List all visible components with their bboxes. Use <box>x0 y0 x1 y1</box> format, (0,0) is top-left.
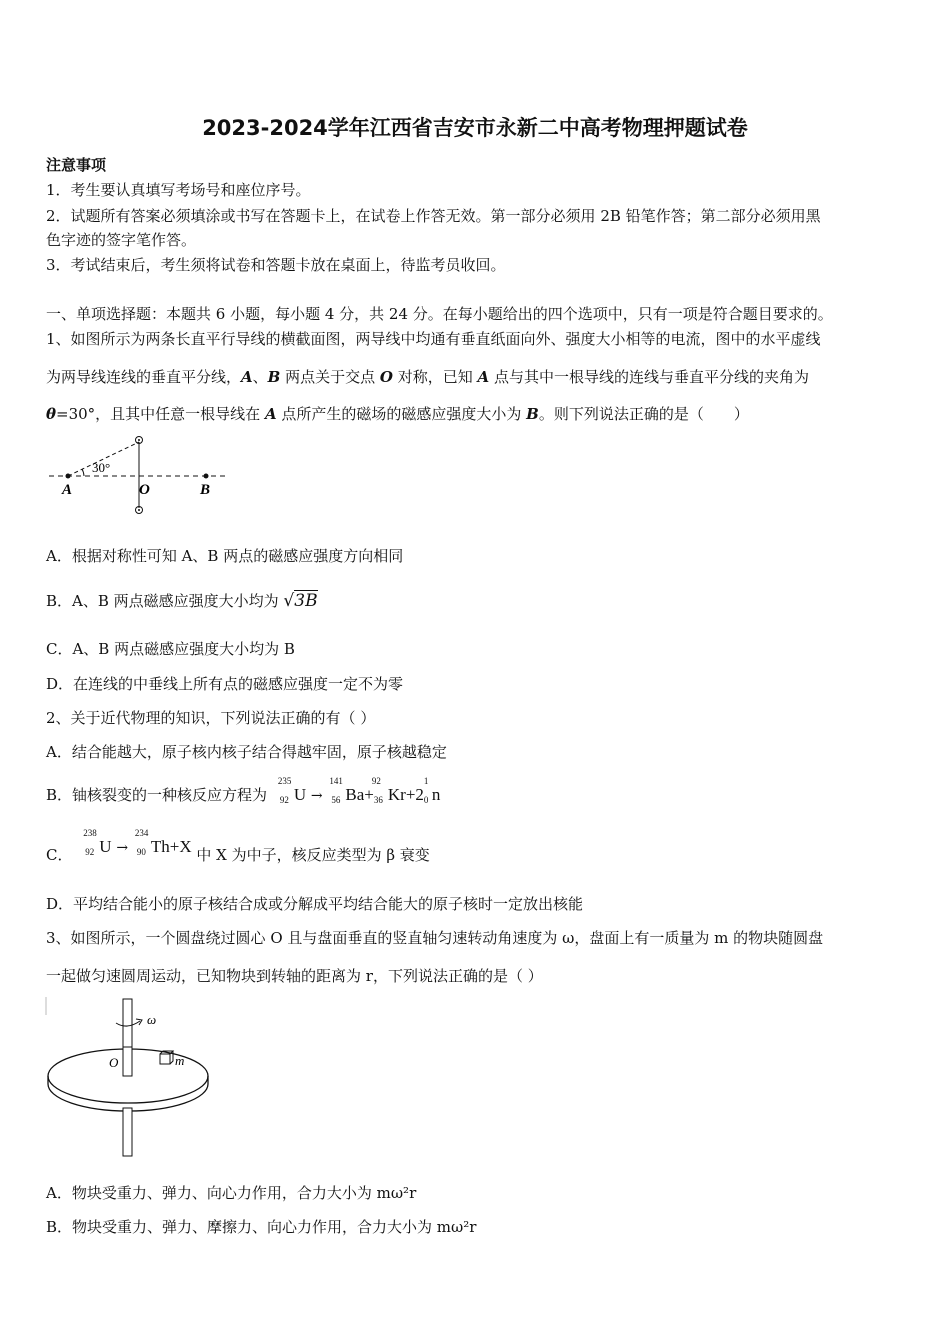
q3-option-b: B．物块受重力、弹力、摩擦力、向心力作用，合力大小为 mω²r <box>46 1218 477 1236</box>
axle-bottom <box>123 1108 132 1156</box>
section-heading: 一、单项选择题：本题共 6 小题，每小题 4 分，共 24 分。在每小题给出的四个选项中，只有一项是符合题目要求的。 <box>46 305 833 323</box>
q1-option-c: C．A、B 两点磁感应强度大小均为 B <box>46 640 295 658</box>
point-a <box>66 474 71 479</box>
q3-option-a: A．物块受重力、弹力、向心力作用，合力大小为 mω²r <box>46 1184 417 1202</box>
q1-option-d: D．在连线的中垂线上所有点的磁感应强度一定不为零 <box>46 675 404 693</box>
q1-stem-line1: 1、如图所示为两条长直平行导线的横截面图，两导线中均通有垂直纸面向外、强度大小相等的电流，图中的水平虚线 <box>46 330 821 348</box>
q1-option-b: B．A、B 两点磁感应强度大小均为 √3B <box>46 591 318 611</box>
q3-stem-line2: 一起做匀速圆周运动，已知物块到转轴的距离为 r，下列说法正确的是（ ） <box>46 967 543 985</box>
q1-stem-line2: 为两导线连线的垂直平分线，A、B 两点关于交点 O 对称，已知 A 点与其中一根导线的连线与垂直平分线的夹角为 <box>46 368 809 386</box>
omega-label: ω <box>147 1012 157 1027</box>
sqrt-value: 3B <box>294 591 318 611</box>
angle-label: 30° <box>92 460 111 475</box>
q2-option-b: B．铀核裂变的一种核反应方程为 235 92 U → 141 56 Ba+ 92 36 Kr+2 1 0 n <box>46 776 441 805</box>
q2-stem: 2、关于近代物理的知识，下列说法正确的有（ ） <box>46 709 376 727</box>
q3-figure <box>44 995 224 1160</box>
block-m <box>160 1054 170 1064</box>
label-o: O <box>139 482 150 498</box>
q2-option-c: C． 238 92 U → 234 90 Th+X 中 X 为中子，核反应类型为 β 衰变 <box>46 828 430 864</box>
notice-item-2: 2．试题所有答案必须填涂或书写在答题卡上，在试卷上作答无效。第一部分必须用 2B 铅笔作答；第二部分必须用黑 <box>46 207 821 225</box>
notice-item-2-cont: 色字迹的签字笔作答。 <box>46 231 197 249</box>
mass-label: m <box>175 1053 185 1068</box>
q1-figure <box>46 432 236 520</box>
q1-stem-line3: θ=30°，且其中任意一根导线在 A 点所产生的磁场的磁感应强度大小为 B。则下列说法正确的是（ ） <box>46 405 749 423</box>
label-a: A <box>62 482 73 498</box>
notice-heading: 注意事项 <box>46 156 107 174</box>
notice-item-3: 3．考试结束后，考生须将试卷和答题卡放在桌面上，待监考员收回。 <box>46 256 506 274</box>
point-b <box>204 474 209 479</box>
q1-option-a: A．根据对称性可知 A、B 两点的磁感应强度方向相同 <box>46 547 404 565</box>
q2-option-d: D．平均结合能小的原子核结合成或分解成平均结合能大的原子核时一定放出核能 <box>46 895 584 913</box>
notice-item-1: 1．考生要认真填写考场号和座位序号。 <box>46 181 311 199</box>
center-label: O <box>109 1055 119 1070</box>
q3-stem-line1: 3、如图所示，一个圆盘绕过圆心 O 且与盘面垂直的竖直轴匀速转动角速度为 ω，盘面上有一质量为 m 的物块随圆盘 <box>46 929 824 947</box>
page-title: 2023-2024学年江西省吉安市永新二中高考物理押题试卷 <box>202 116 748 140</box>
label-b: B <box>200 482 211 498</box>
q2-option-a: A．结合能越大，原子核内核子结合得越牢固，原子核越稳定 <box>46 743 447 761</box>
